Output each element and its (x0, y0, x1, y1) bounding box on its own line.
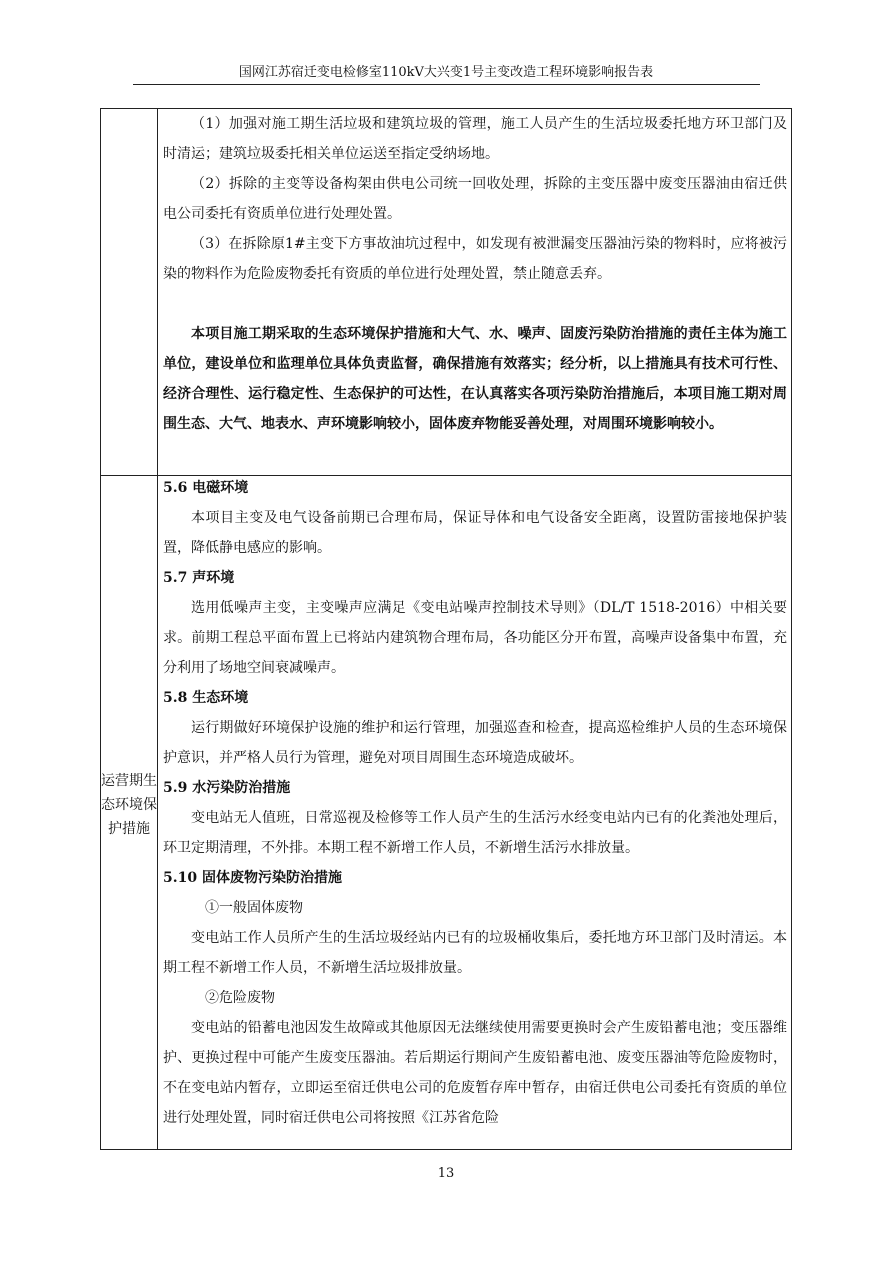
section-5-10-subtitle-1: ①一般固体废物 (205, 900, 303, 916)
section-5-10-text-1: 变电站工作人员所产生的生活垃圾经站内已有的垃圾桶收集后，委托地方环卫部门及时清运。本期工程不新增工作人员，不新增生活垃圾排放量。 (163, 930, 787, 976)
header-rule (133, 84, 760, 85)
section-5-9-title: 5.9 水污染防治措施 (163, 780, 291, 796)
operation-period-label: 运营期生态环境保护措施 (101, 773, 157, 837)
section-5-6-text: 本项目主变及电气设备前期已合理布局，保证导体和电气设备安全距离，设置防雷接地保护装置，降低静电感应的影响。 (163, 510, 787, 556)
section-5-10-text-2: 变电站的铅蓄电池因发生故障或其他原因无法继续使用需要更换时会产生废铅蓄电池；变压器维护、更换过程中可能产生废变压器油。若后期运行期间产生废铅蓄电池、废变压器油等危险废物时，不在变电站内暂存，立即运至宿迁供电公司的危废暂存库中暂存，由宿迁供电公司委托有资质的单位进行处理处置，同时宿迁供电公司将按照《江苏省危险 (163, 1020, 787, 1126)
spacer (163, 289, 787, 319)
construction-measures-cell (163, 109, 787, 439)
section-5-10-title: 5.10 固体废物污染防治措施 (163, 870, 342, 886)
section-5-8-text: 运行期做好环境保护设施的维护和运行管理，加强巡查和检查，提高巡检维护人员的生态环境保护意识，并严格人员行为管理，避免对项目周围生态环境造成破坏。 (163, 720, 787, 766)
section-5-10-subtitle-2: ②危险废物 (205, 990, 275, 1006)
column-divider (157, 109, 158, 1149)
page-number: 13 (437, 1166, 455, 1181)
section-5-6-title: 5.6 电磁环境 (163, 480, 249, 496)
section-5-8-title: 5.8 生态环境 (163, 690, 249, 706)
measures-table (100, 108, 792, 1150)
construction-summary: 本项目施工期采取的生态环境保护措施和大气、水、噪声、固废污染防治措施的责任主体为施工单位，建设单位和监理单位具体负责监督，确保措施有效落实；经分析，以上措施具有技术可行性、经济合理性、运行稳定性、生态保护的可达性，在认真落实各项污染防治措施后，本项目施工期对周围生态、大气、地表水、声环境影响较小，固体废弃物能妥善处理，对周围环境影响较小。 (163, 326, 787, 432)
measure-2: （2）拆除的主变等设备构架由供电公司统一回收处理，拆除的主变压器中废变压器油由宿迁供电公司委托有资质单位进行处理处置。 (163, 176, 787, 222)
page-header: 国网江苏宿迁变电检修室110kV大兴变1号主变改造工程环境影响报告表 (238, 65, 654, 80)
section-5-7-text: 选用低噪声主变，主变噪声应满足《变电站噪声控制技术导则》（DL/T 1518-2016）中相关要求。前期工程总平面布置上已将站内建筑物合理布局，各功能区分开布置，高噪声设备集中布置，充分利用了场地空间衰减噪声。 (163, 600, 787, 676)
operation-measures-cell (163, 473, 787, 1133)
measure-1: （1）加强对施工期生活垃圾和建筑垃圾的管理，施工人员产生的生活垃圾委托地方环卫部门及时清运；建筑垃圾委托相关单位运送至指定受纳场地。 (163, 116, 787, 162)
section-5-9-text: 变电站无人值班，日常巡视及检修等工作人员产生的生活污水经变电站内已有的化粪池处理后，环卫定期清理，不外排。本期工程不新增工作人员，不新增生活污水排放量。 (163, 810, 787, 856)
measure-3: （3）在拆除原1#主变下方事故油坑过程中，如发现有被泄漏变压器油污染的物料时，应将被污染的物料作为危险废物委托有资质的单位进行处理处置，禁止随意丢弃。 (163, 236, 787, 282)
section-5-7-title: 5.7 声环境 (163, 570, 235, 586)
